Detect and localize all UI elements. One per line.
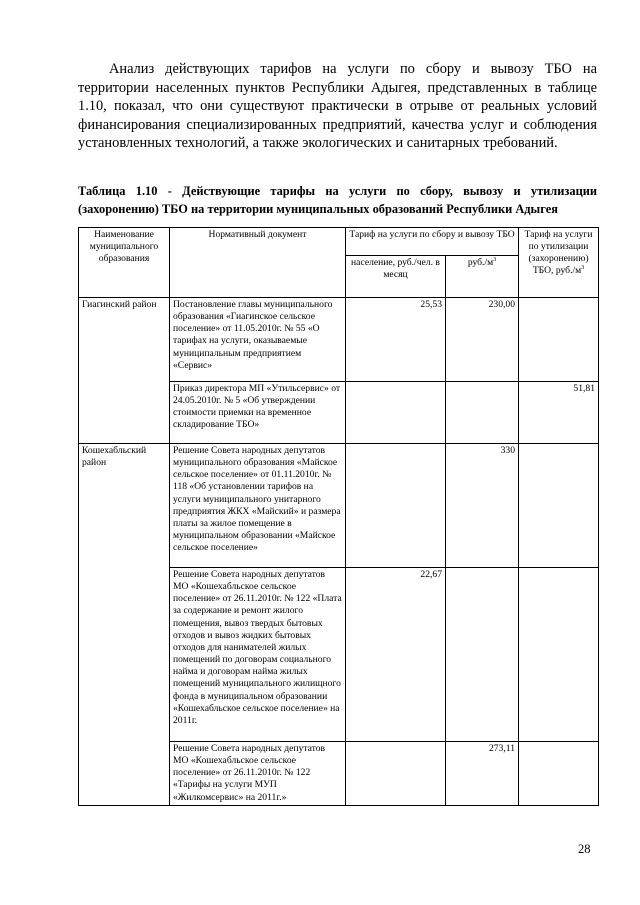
document-cell: Решение Совета народных депутатов МО «Кошехабльское сельское поселение» от 26.11.2010г. № 122 «Тарифы на услуги МУП «Жилкомсервис» на 2011г.»	[170, 742, 346, 806]
disposal-tariff-cell: 51,81	[519, 382, 599, 444]
population-tariff-cell	[346, 742, 446, 806]
municipality-cell: Гиагинский район	[79, 298, 170, 444]
population-tariff-cell: 25,53	[346, 298, 446, 382]
header-disposal-text: Тариф на услуги по утилизации (захоронению) ТБО, руб./м	[524, 229, 593, 277]
per-m3-tariff-cell: 330	[446, 444, 519, 568]
document-cell: Постановление главы муниципального образования «Гиагинское сельское поселение» от 11.05.2010г. № 55 «О тарифах на услуги, оказываемые муниципальным предприятием «Сервис»	[170, 298, 346, 382]
per-m3-tariff-cell: 273,11	[446, 742, 519, 806]
per-m3-tariff-cell	[446, 382, 519, 444]
tariff-table	[78, 227, 599, 806]
disposal-tariff-cell	[519, 568, 599, 742]
population-tariff-cell	[346, 444, 446, 568]
header-disposal-sup: 3	[581, 265, 585, 272]
header-municipality: Наименование муниципального образования	[79, 228, 170, 298]
header-population: население, руб./чел. в месяц	[346, 256, 446, 298]
per-m3-tariff-cell	[446, 568, 519, 742]
population-tariff-cell	[346, 382, 446, 444]
per-m3-tariff-cell: 230,00	[446, 298, 519, 382]
intro-paragraph: Анализ действующих тарифов на услуги по сбору и вывозу ТБО на территории населенных пунктов Республики Адыгея, представленных в таблице 1.10, показал, что они существуют практически в отрыве от реальных условий финансирования специализированных предприятий, качества услуг и соблюдения установленных технологий, а также экологических и санитарных требований.	[78, 61, 597, 152]
header-disposal	[519, 228, 599, 298]
disposal-tariff-cell	[519, 444, 599, 568]
disposal-tariff-cell	[519, 298, 599, 382]
population-tariff-cell: 22,67	[346, 568, 446, 742]
disposal-tariff-cell	[519, 742, 599, 806]
header-collection-group: Тариф на услуги по сбору и вывозу ТБО	[346, 228, 519, 256]
document-cell: Решение Совета народных депутатов муниципального образования «Майское сельское поселение» от 01.11.2010г. № 118 «Об установлении тарифов на услуги муниципального унитарного предприятия ЖКХ «Майский» и размера платы за жилое помещение в муниципальном образовании «Майское сельское поселение»	[170, 444, 346, 568]
header-document: Нормативный документ	[170, 228, 346, 298]
document-cell: Приказ директора МП «Утильсервис» от 24.05.2010г. № 5 «Об утверждении стоимости приемки на временное складирование ТБО»	[170, 382, 346, 444]
header-per-m3-text: руб./м	[467, 257, 494, 268]
municipality-cell: Кошехабльский район	[79, 444, 170, 806]
table-row	[79, 444, 599, 568]
header-per-m3-sup: 3	[493, 256, 497, 263]
document-cell: Решение Совета народных депутатов МО «Кошехабльское сельское поселение» от 26.11.2010г. № 122 «Плата за содержание и ремонт жилого помещения, вывоз твердых бытовых отходов и вывоз жидких бытовых отходов для нанимателей жилых помещений по договорам социального найма и договорам найма жилых помещений муниципального жилищного фонда в муниципальном образовании «Кошехабльское сельское поселение» на 2011г.	[170, 568, 346, 742]
table-caption: Таблица 1.10 - Действующие тарифы на услуги по сбору, вывозу и утилизации (захоронению) ТБО на территории муниципальных образований Республики Адыгея	[78, 184, 597, 216]
table-row	[79, 298, 599, 382]
header-per-m3	[446, 256, 519, 298]
header-row	[79, 228, 599, 256]
page-number: 28	[578, 842, 591, 856]
